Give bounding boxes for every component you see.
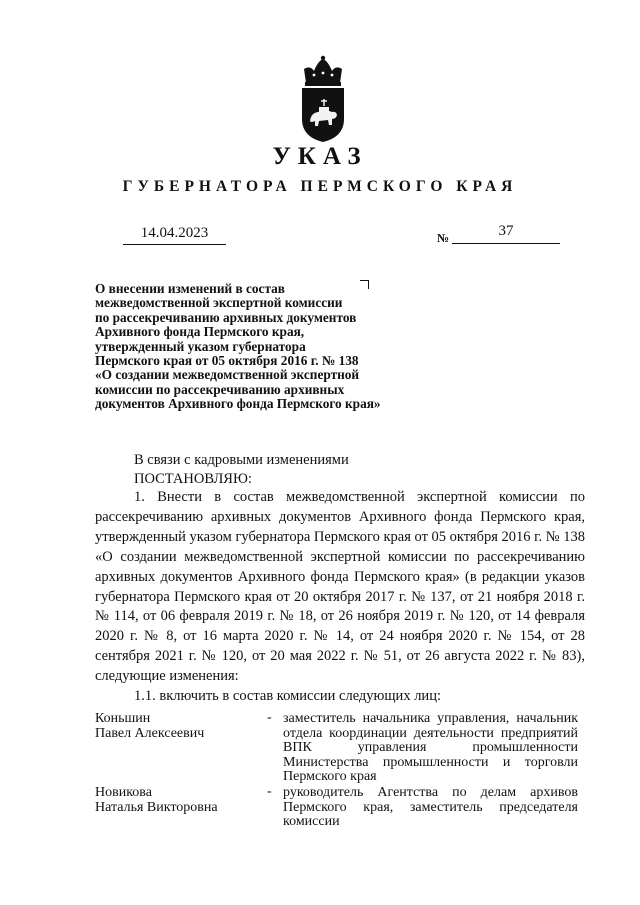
subject-line: Архивного фонда Пермского края, bbox=[95, 324, 305, 340]
member-given-names: Павел Алексеевич bbox=[95, 725, 205, 741]
member-dash: - bbox=[267, 784, 272, 799]
document-title: УКАЗ bbox=[272, 143, 368, 170]
subject-line: по рассекречиванию архивных документов bbox=[95, 309, 357, 325]
subject-line: утвержденный указом губернатора bbox=[95, 338, 306, 354]
body-paragraph-2: 1.1. включить в состав комиссии следующих лиц: bbox=[134, 688, 441, 705]
subject-line: комиссии по рассекречиванию архивных bbox=[95, 381, 345, 397]
document-subject bbox=[95, 282, 435, 412]
document-subtitle: ГУБЕРНАТОРА ПЕРМСКОГО КРАЯ bbox=[122, 178, 518, 195]
member-dash: - bbox=[267, 710, 272, 725]
number-sign: № bbox=[437, 231, 450, 245]
member-role: заместитель начальника управления, начальник отдела координации деятельности предприятий ВПК управления промышленности Министерства промышленности и торговли Пермского края bbox=[283, 711, 578, 784]
document-date: 14.04.2023 bbox=[123, 225, 226, 245]
body-paragraph-1: 1. Внести в состав межведомственной экспертной комиссии по рассекречиванию архивных документов Архивного фонда Пермского края, утвержденный указом губернатора Пермского края от 05 октября 2016 г. № 138 «О создании межведомственной экспертной комиссии по рассекречиванию архивных документов Архивного фонда Пермского края» (в редакции указов губернатора Пермского края от 20 октября 2017 г. № 137, от 21 ноября 2018 г. № 114, от 06 февраля 2019 г. № 18, от 26 ноября 2019 г. № 120, от 14 февраля 2020 г. № 8, от 16 марта 2020 г. № 14, от 24 ноября 2020 г. № 154, от 28 сентября 2021 г. № 120, от 20 мая 2022 г. № 51, от 26 августа 2022 г. № 83), следующие изменения: bbox=[95, 489, 585, 685]
member-name bbox=[95, 712, 204, 741]
member-given-names: Наталья Викторовна bbox=[95, 799, 218, 815]
subject-line: Пермского края от 05 октября 2016 г. № 138 bbox=[95, 353, 359, 369]
subject-line: межведомственной экспертной комиссии bbox=[95, 295, 343, 311]
member-name bbox=[95, 786, 218, 815]
coat-of-arms-icon bbox=[298, 55, 348, 143]
subject-line: документов Архивного фонда Пермского края» bbox=[95, 396, 381, 412]
document-number: 37 bbox=[452, 223, 560, 244]
member-role: руководитель Агентства по делам архивов Пермского края, заместитель председателя комиссии bbox=[283, 785, 578, 829]
preamble-resolve: ПОСТАНОВЛЯЮ: bbox=[134, 471, 252, 487]
member-surname: Новикова bbox=[95, 785, 152, 800]
member-surname: Коньшин bbox=[95, 711, 151, 726]
document-body bbox=[95, 488, 585, 707]
subject-line: О внесении изменений в состав bbox=[95, 281, 285, 296]
subject-line: «О создании межведомственной экспертной bbox=[95, 367, 360, 383]
preamble-reason: В связи с кадровыми изменениями bbox=[134, 452, 349, 468]
